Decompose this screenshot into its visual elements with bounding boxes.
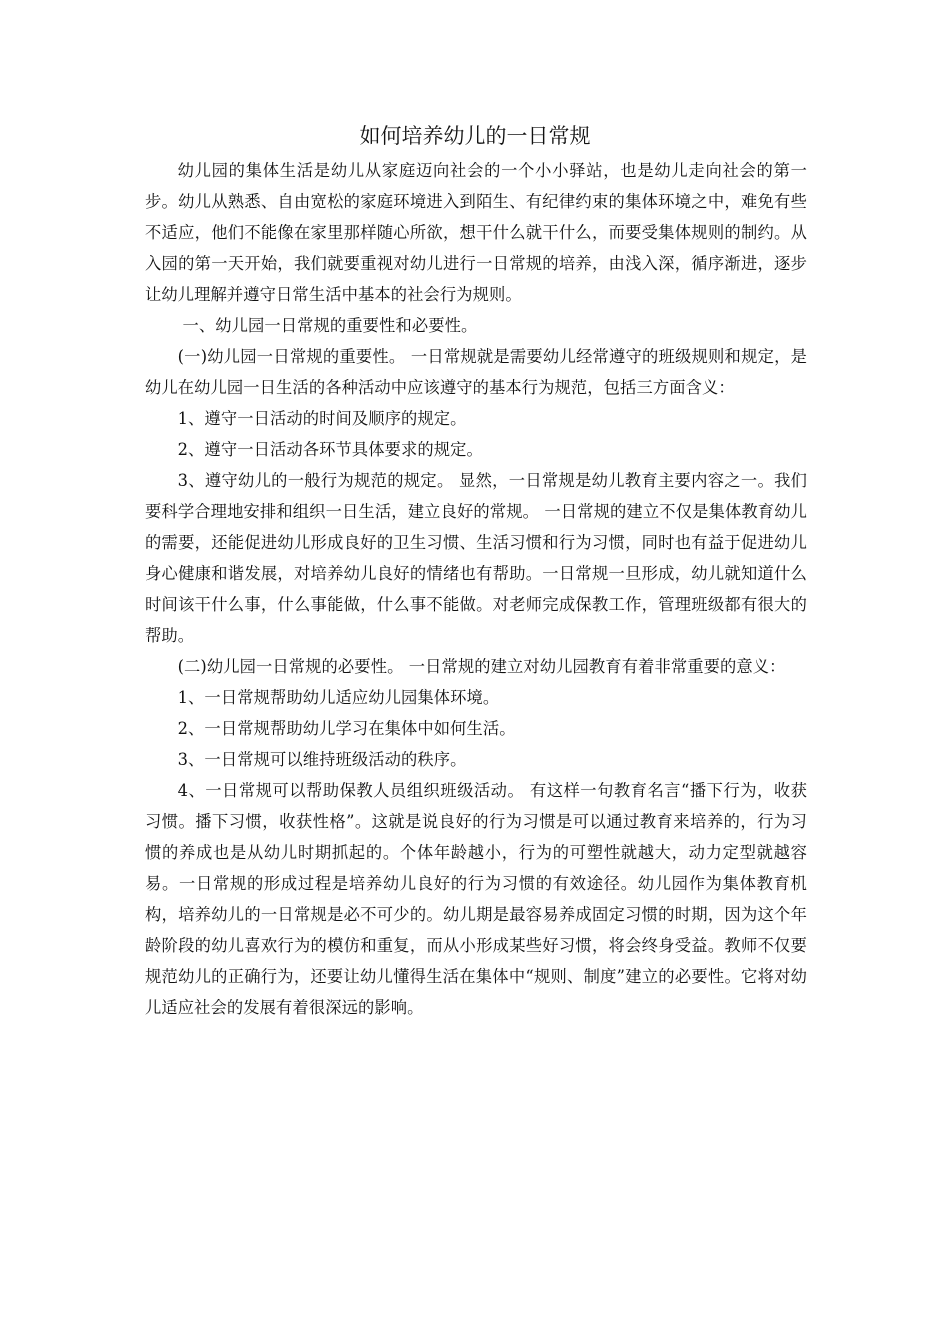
- list-item-necessity-2: 2、一日常规帮助幼儿学习在集体中如何生活。: [177, 719, 516, 738]
- list-item-importance-2: 2、遵守一日活动各环节具体要求的规定。: [177, 440, 483, 459]
- list-item-importance-3: 3、遵守幼儿的一般行为规范的规定。 显然，一日常规是幼儿教育主要内容之一。我们要科学合理地安排和组织一日生活，建立良好的常规。 一日常规的建立不仅是集体教育幼儿的需要，还能促进幼儿形成良好的卫生习惯、生活习惯和行为习惯，同时也有益于促进幼儿身心健康和谐发展，对培养幼儿良好的情绪也有帮助。一日常规一旦形成，幼儿就知道什么时间该干什么事，什么事能做，什么事不能做。对老师完成保教工作，管理班级都有很大的帮助。: [145, 471, 807, 645]
- list-item-necessity-1: 1、一日常规帮助幼儿适应幼儿园集体环境。: [177, 688, 500, 707]
- list-item-importance-1: 1、遵守一日活动的时间及顺序的规定。: [177, 409, 467, 428]
- section-heading-1: 一、幼儿园一日常规的重要性和必要性。: [182, 316, 478, 335]
- list-item-necessity-4: 4、一日常规可以帮助保教人员组织班级活动。 有这样一句教育名言“播下行为，收获习惯。播下习惯，收获性格”。这就是说良好的行为习惯是可以通过教育来培养的，行为习惯的养成也是从幼儿时期抓起的。个体年龄越小，行为的可塑性就越大，动力定型就越容易。一日常规的形成过程是培养幼儿良好的行为习惯的有效途径。幼儿园作为集体教育机构，培养幼儿的一日常规是必不可少的。幼儿期是最容易养成固定习惯的时期，因为这个年龄阶段的幼儿喜欢行为的模仿和重复，而从小形成某些好习惯，将会终身受益。教师不仅要规范幼儿的正确行为，还要让幼儿懂得生活在集体中“规则、制度”建立的必要性。它将对幼儿适应社会的发展有着很深远的影响。: [145, 781, 807, 1017]
- document-body: [145, 155, 807, 1023]
- paragraph-intro: 幼儿园的集体生活是幼儿从家庭迈向社会的一个小小驿站，也是幼儿走向社会的第一步。幼儿从熟悉、自由宽松的家庭环境进入到陌生、有纪律约束的集体环境之中，难免有些不适应，他们不能像在家里那样随心所欲，想干什么就干什么，而要受集体规则的制约。从入园的第一天开始，我们就要重视对幼儿进行一日常规的培养，由浅入深，循序渐进，逐步让幼儿理解并遵守日常生活中基本的社会行为规则。: [145, 161, 807, 304]
- paragraph-necessity: (二)幼儿园一日常规的必要性。 一日常规的建立对幼儿园教育有着非常重要的意义：: [177, 657, 786, 676]
- document-title: 如何培养幼儿的一日常规: [359, 124, 591, 148]
- paragraph-importance: (一)幼儿园一日常规的重要性。 一日常规就是需要幼儿经常遵守的班级规则和规定，是幼儿在幼儿园一日生活的各种活动中应该遵守的基本行为规范，包括三方面含义：: [145, 347, 807, 397]
- list-item-necessity-3: 3、一日常规可以维持班级活动的秩序。: [177, 750, 467, 769]
